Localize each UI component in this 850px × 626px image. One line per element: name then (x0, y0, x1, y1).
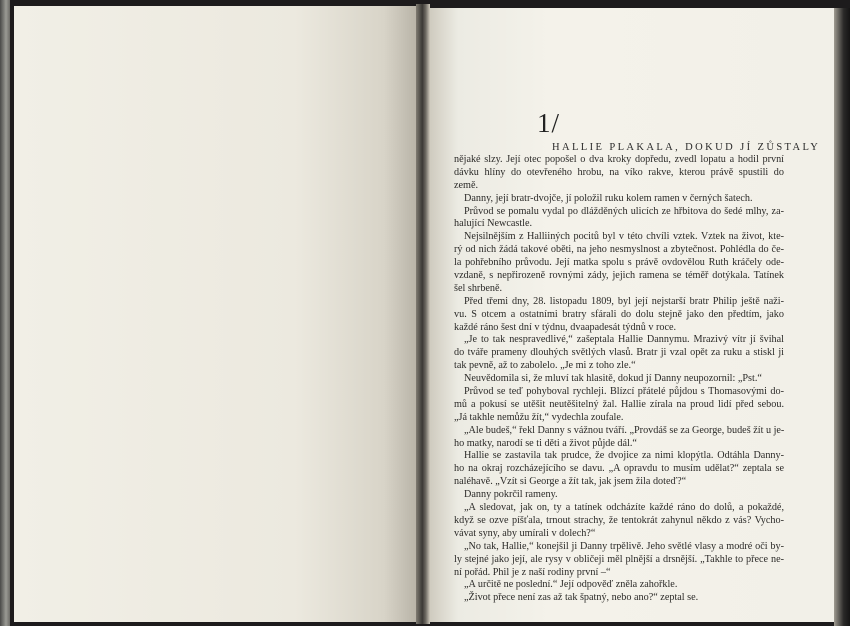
text-line: naléhavě. „Vzít si George a žít tak, jak jsem žila doteď?“ (454, 476, 687, 488)
book-gutter (416, 4, 430, 624)
text-line: ní pořád. Phil je z naší rodiny první –“ (454, 566, 611, 578)
text-line: ho matky, narodí se ti děti a život půjde dál.“ (454, 437, 637, 449)
text-line: Před třemi dny, 28. listopadu 1809, byl její nejstarší bratr Philip ještě naži- (464, 295, 784, 307)
text-line: „Život přece není zas až tak špatný, nebo ano?“ zeptal se. (464, 592, 699, 604)
book-edge-right (834, 8, 850, 626)
chapter-opening-line: HALLIE PLAKALA, DOKUD JÍ ZŮSTALY (552, 142, 821, 153)
text-line: Danny, její bratr-dvojče, jí položil ruku kolem ramen v černých šatech. (464, 192, 753, 204)
text-line: mů a pokusí se utěšit neutěšitelný žal. Hallie zírala na proud lidí před sebou. (454, 398, 784, 410)
text-line: vu. S otcem a ostatními bratry sfárali do dolu stejně jako den předtím, jako (454, 308, 784, 320)
text-line: ho na okraj rozcházejícího se davu. „A opravdu to musím udělat?“ zeptala se (454, 463, 784, 475)
text-line: každé ráno šest dní v týdnu, dvaapadesát týdnů v roce. (454, 321, 677, 333)
chapter-number: 1/ (537, 108, 561, 138)
text-line: halující Newcastle. (454, 218, 533, 230)
text-line: země. (454, 179, 479, 191)
text-line: „No tak, Hallie,“ konejšil ji Danny trpělivě. Jeho světlé vlasy a modré oči by- (464, 540, 784, 552)
blank-left-page (14, 6, 416, 622)
text-line: šel shrbeně. (454, 282, 503, 294)
text-line: do tváře prameny dlouhých světlých vlasů. Bratr ji vzal opět za ruku a stiskl ji (454, 347, 784, 359)
text-line: Hallie se zastavila tak prudce, že dvojice za nimi klopýtla. Odtáhla Danny- (464, 450, 784, 462)
text-line: vávat syny, aby umírali v dolech?“ (454, 527, 596, 539)
text-line: „A určitě ne poslední.“ Její odpověď zněla zahořkle. (464, 579, 678, 591)
text-line: „Je to tak nespravedlivé,“ zašeptala Hallie Dannymu. Mrazivý vítr jí švihal (464, 334, 784, 346)
text-line: „A sledovat, jak on, ty a tatínek odcházíte každé ráno do dolů, a pokaždé, (464, 502, 784, 514)
text-line: ly stejné jako její, ale rysy v obličeji měl plnější a drsnější. „Takhle to přece ne- (454, 553, 784, 565)
text-line: „Já takhle nemůžu žít,“ vydechla zoufale. (454, 411, 624, 423)
text-line: nějaké slzy. Její otec popošel o dva kroky dopředu, zvedl lopatu a hodil první (454, 154, 784, 165)
text-line: Průvod se teď pohyboval rychleji. Blízcí přátelé půjdou s Thomasovými do- (464, 386, 784, 398)
book-edge-left (0, 0, 10, 626)
body-text (454, 154, 784, 605)
text-line: la pohřebního průvodu. Její matka spolu s právě ovdovělou Ruth kráčely ode- (454, 257, 784, 269)
text-line: dávku hlíny do otevřeného hrobu, na víko rakve, kterou právě spustili do (454, 166, 784, 178)
text-line: Průvod se pomalu vydal po dlážděných ulicích ze hřbitova do šedé mlhy, za- (464, 205, 784, 217)
text-line: Neuvědomila si, že mluví tak hlasitě, dokud jí Danny neupozornil: „Pst.“ (464, 373, 762, 385)
text-line: Danny pokrčil rameny. (464, 489, 558, 501)
text-line: když se ozve píšťala, trnout strachy, že tentokrát zahynul někdo z vás? Vycho- (454, 514, 784, 526)
text-line: vzdaně, s nepřirozeně rovnými zády, jejich ramena se téměř dotýkala. Tatínek (454, 270, 784, 282)
text-line: rý od nich žádá takové oběti, na jeho nesmyslnost a zbytečnost. Pohlédla do če- (454, 244, 784, 256)
text-line: Nejsilnějším z Halliiných pocitů byl v této chvíli vztek. Vztek na život, kte- (464, 231, 784, 243)
text-line: „Ale budeš,“ řekl Danny s vážnou tváří. „Provdáš se za George, budeš žít u je- (464, 424, 785, 436)
text-line: tak pevně, až to zabolelo. „Je mi z toho zle.“ (454, 360, 636, 372)
